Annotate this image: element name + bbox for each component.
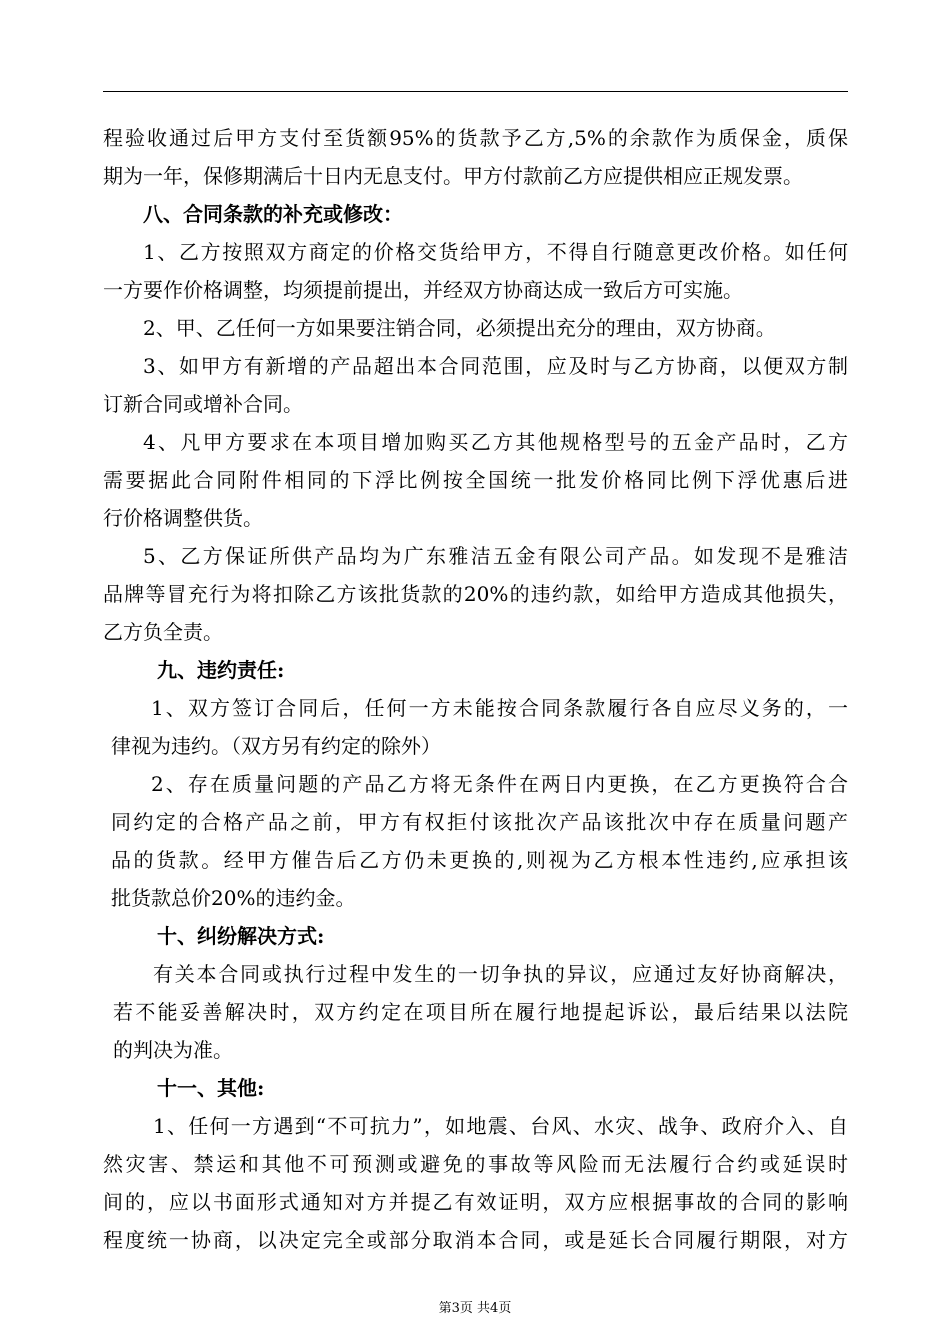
text-line: 1、乙方按照双方商定的价格交货给甲方，不得自行随意更改价格。如任何 — [143, 240, 848, 264]
text-line: 2、存在质量问题的产品乙方将无条件在两日内更换，在乙方更换符合合 — [151, 772, 848, 796]
text-line: 行价格调整供货。 — [103, 506, 263, 530]
text-line: 订新合同或增补合同。 — [103, 392, 303, 416]
section-heading: 八、合同条款的补充或修改： — [143, 202, 403, 226]
text-line: 批货款总价20%的违约金。 — [111, 886, 356, 910]
text-line: 间的，应以书面形式通知对方并提乙有效证明，双方应根据事故的合同的影响 — [103, 1190, 848, 1214]
text-line: 2、甲、乙任何一方如果要注销合同，必须提出充分的理由，双方协商。 — [143, 316, 776, 340]
text-line: 的判决为准。 — [113, 1038, 233, 1062]
text-line: 期为一年，保修期满后十日内无息支付。甲方付款前乙方应提供相应正规发票。 — [103, 164, 803, 188]
text-line: 一方要作价格调整，均须提前提出，并经双方协商达成一致后方可实施。 — [103, 278, 743, 302]
text-line: 4、凡甲方要求在本项目增加购买乙方其他规格型号的五金产品时，乙方 — [143, 430, 848, 454]
text-line: 5、乙方保证所供产品均为广东雅洁五金有限公司产品。如发现不是雅洁 — [143, 544, 848, 568]
text-line: 同约定的合格产品之前，甲方有权拒付该批次产品该批次中存在质量问题产 — [111, 810, 848, 834]
text-line: 需要据此合同附件相同的下浮比例按全国统一批发价格同比例下浮优惠后进 — [103, 468, 848, 492]
text-line: 3、如甲方有新增的产品超出本合同范围，应及时与乙方协商，以便双方制 — [143, 354, 848, 378]
text-line: 程度统一协商，以决定完全或部分取消本合同，或是延长合同履行期限，对方 — [103, 1228, 848, 1252]
document-body — [103, 119, 848, 1259]
text-line: 律视为违约。（双方另有约定的除外） — [111, 734, 441, 758]
text-line: 乙方负全责。 — [103, 620, 223, 644]
text-line: 若不能妥善解决时，双方约定在项目所在履行地提起诉讼，最后结果以法院 — [113, 1000, 848, 1024]
text-line: 有关本合同或执行过程中发生的一切争执的异议，应通过友好协商解决， — [153, 962, 848, 986]
text-line: 品牌等冒充行为将扣除乙方该批货款的20%的违约款，如给甲方造成其他损失， — [103, 582, 848, 606]
text-line: 品的货款。经甲方催告后乙方仍未更换的,则视为乙方根本性违约,应承担该 — [111, 848, 848, 872]
section-heading: 十、纠纷解决方式: — [157, 924, 325, 948]
text-line: 1、任何一方遇到“不可抗力”，如地震、台风、水灾、战争、政府介入、自 — [153, 1114, 848, 1138]
text-line: 1、双方签订合同后，任何一方未能按合同条款履行各自应尽义务的，一 — [151, 696, 848, 720]
section-heading: 十一、其他: — [157, 1076, 265, 1100]
text-line: 程验收通过后甲方支付至货额95%的货款予乙方,5%的余款作为质保金，质保 — [103, 126, 848, 150]
page-footer: 第3页 共4页 — [438, 1301, 512, 1316]
header-rule — [103, 91, 848, 92]
section-heading: 九、违约责任: — [157, 658, 285, 682]
text-line: 然灾害、禁运和其他不可预测或避免的事故等风险而无法履行合约或延误时 — [103, 1152, 848, 1176]
